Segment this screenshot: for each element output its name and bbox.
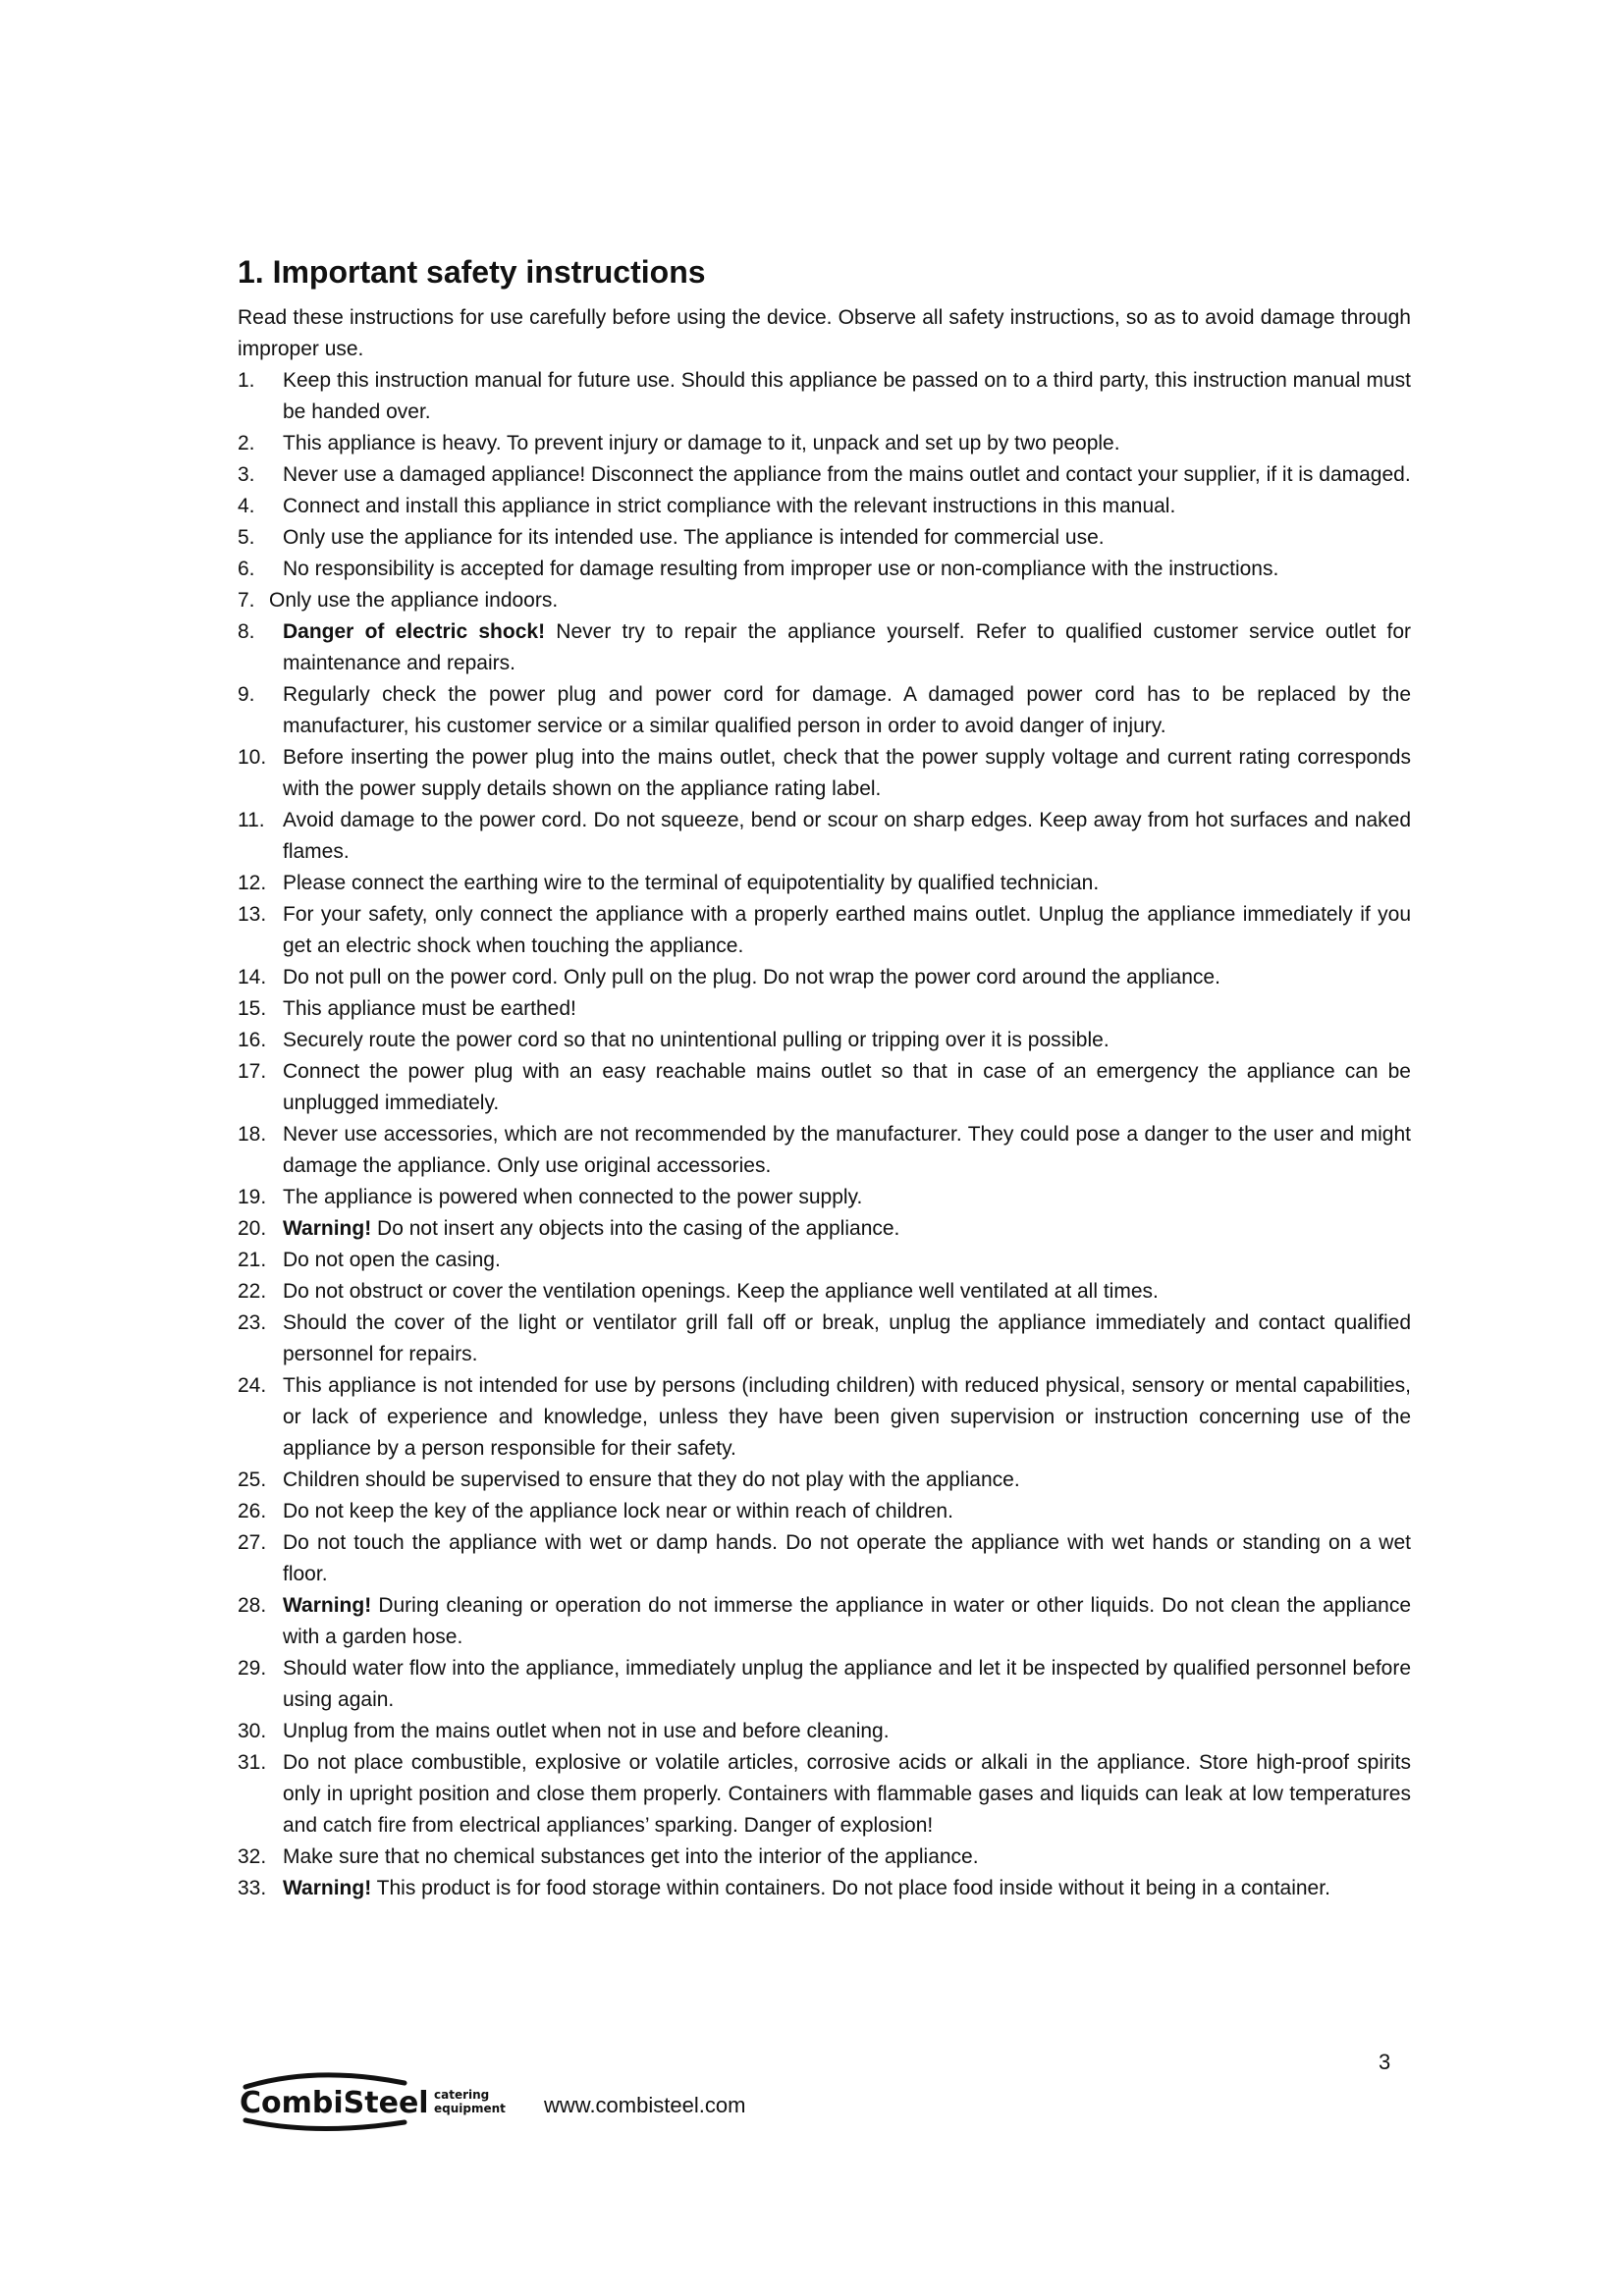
item-number: 16. [238,1029,267,1052]
item-number: 4. [238,495,255,518]
item-text: Regularly check the power plug and power cord for damage. A damaged power cord has to be replaced by the manufacturer, his customer service or a similar qualified person in order to avoid danger of injury. [283,683,1411,738]
item-text: Only use the appliance for its intended use. The appliance is intended for commercial use. [283,526,1105,550]
item-number: 22. [238,1280,267,1304]
item-text: Do not touch the appliance with wet or damp hands. Do not operate the appliance with wet hands or standing on a wet floor. [283,1531,1411,1586]
item-text: Unplug from the mains outlet when not in use and before cleaning. [283,1720,890,1743]
item-number: 5. [238,526,255,550]
instruction-item [238,1182,1411,1213]
item-text: For your safety, only connect the appliance with a properly earthed mains outlet. Unplug the appliance immediately if you get an electric shock when touching the appliance. [283,903,1411,958]
item-text: This appliance is not intended for use by persons (including children) with reduced physical, sensory or mental capabilities, or lack of experience and knowledge, unless they have been given supervision or instruction concerning use of the appliance by a person responsible for their safety. [283,1374,1411,1461]
item-text: Only use the appliance indoors. [269,589,559,613]
item-number: 8. [238,620,255,644]
instruction-item [238,1370,1411,1465]
item-number: 3. [238,463,255,487]
item-number: 29. [238,1657,267,1681]
item-text: Securely route the power cord so that no unintentional pulling or tripping over it is possible. [283,1029,1110,1052]
website-link[interactable]: www.combisteel.com [544,2093,746,2117]
instruction-item [238,1213,1411,1245]
instruction-item [238,1873,1411,1904]
item-number: 21. [238,1249,267,1272]
item-text: Connect the power plug with an easy reachable mains outlet so that in case of an emergency the appliance can be unplugged immediately. [283,1060,1411,1115]
item-text: Do not insert any objects into the casing of the appliance. [371,1217,900,1241]
item-number: 17. [238,1060,267,1084]
item-number: 10. [238,746,267,770]
instruction-item [238,805,1411,868]
item-number: 12. [238,872,267,895]
item-text: Do not keep the key of the appliance lock near or within reach of children. [283,1500,953,1523]
instruction-item [238,522,1411,554]
item-number: 1. [238,369,255,393]
item-text: Never use a damaged appliance! Disconnect the appliance from the mains outlet and contact your supplier, if it is damaged. [283,463,1411,487]
combisteel-logo [238,2065,513,2134]
item-number: 19. [238,1186,267,1209]
item-text: Do not open the casing. [283,1249,501,1272]
item-text: Should the cover of the light or ventilator grill fall off or break, unplug the appliance immediately and contact qualified personnel for repairs. [283,1311,1411,1366]
logo-tagline-1: catering [434,2088,490,2102]
page-footer [238,2065,1411,2134]
instruction-item [238,1716,1411,1747]
item-text: Before inserting the power plug into the mains outlet, check that the power supply voltage and current rating corresponds with the power supply details shown on the appliance rating label. [283,746,1411,801]
item-number: 25. [238,1468,267,1492]
instruction-item [238,428,1411,459]
instruction-item [238,1590,1411,1653]
item-warning-label: Danger of electric shock! [283,620,546,644]
item-text: Should water flow into the appliance, immediately unplug the appliance and let it be inspected by qualified personnel before using again. [283,1657,1411,1712]
instruction-item [238,679,1411,742]
logo-graphic [238,2065,513,2134]
instruction-item [238,1653,1411,1716]
instruction-item [238,868,1411,899]
section-title: 1. Important safety instructions [238,254,706,290]
item-number: 31. [238,1751,267,1775]
item-number: 20. [238,1217,267,1241]
instruction-item [238,1308,1411,1370]
item-number: 2. [238,432,255,455]
safety-section [238,253,1411,1904]
instruction-item [238,1276,1411,1308]
instruction-item [238,742,1411,805]
item-number: 15. [238,997,267,1021]
item-number: 32. [238,1845,267,1869]
instruction-item [238,1747,1411,1842]
item-text: This appliance must be earthed! [283,997,576,1021]
instruction-item [238,899,1411,962]
instruction-item [238,1119,1411,1182]
item-text: This appliance is heavy. To prevent injury or damage to it, unpack and set up by two people. [283,432,1120,455]
logo-tagline-2: equipment [434,2102,506,2115]
item-text: This product is for food storage within containers. Do not place food inside without it being in a container. [371,1877,1330,1900]
item-number: 18. [238,1123,267,1147]
page-number: 3 [1379,2050,1391,2074]
item-text: Do not place combustible, explosive or volatile articles, corrosive acids or alkali in the appliance. Store high-proof spirits only in upright position and close them properly. Containers with flammable gases and liquids can leak at low temperatures and catch fire from electrical appliances’ sparking. Danger of explosion! [283,1751,1411,1838]
item-number: 7. [238,589,255,613]
instruction-item [238,365,1411,428]
item-text: During cleaning or operation do not immerse the appliance in water or other liquids. Do not clean the appliance with a garden hose. [283,1594,1411,1649]
item-warning-label: Warning! [283,1594,372,1618]
item-number: 14. [238,966,267,989]
instruction-item [238,585,1411,616]
item-number: 30. [238,1720,267,1743]
item-number: 9. [238,683,255,707]
item-text: No responsibility is accepted for damage resulting from improper use or non-compliance with the instructions. [283,558,1279,581]
intro-paragraph: Read these instructions for use carefully before using the device. Observe all safety instructions, so as to avoid damage through improper use. [238,306,1411,361]
item-text: The appliance is powered when connected to the power supply. [283,1186,863,1209]
item-text: Keep this instruction manual for future use. Should this appliance be passed on to a third party, this instruction manual must be handed over. [283,369,1411,424]
item-warning-label: Warning! [283,1217,372,1241]
item-number: 11. [238,809,265,832]
instruction-item [238,1496,1411,1527]
item-number: 6. [238,558,255,581]
instruction-item [238,1056,1411,1119]
instruction-item [238,1245,1411,1276]
logo-brand-text: CombiSteel [240,2086,429,2120]
instruction-item [238,962,1411,993]
instruction-item [238,554,1411,585]
instruction-item [238,993,1411,1025]
item-number: 13. [238,903,267,927]
item-number: 24. [238,1374,267,1398]
item-warning-label: Warning! [283,1877,372,1900]
instruction-item [238,1842,1411,1873]
item-text: Never try to repair the appliance yourself. Refer to qualified customer service outlet for maintenance and repairs. [283,620,1411,675]
item-text: Children should be supervised to ensure that they do not play with the appliance. [283,1468,1020,1492]
item-number: 26. [238,1500,267,1523]
instruction-item [238,1527,1411,1590]
item-text: Make sure that no chemical substances get into the interior of the appliance. [283,1845,979,1869]
item-number: 23. [238,1311,267,1335]
item-number: 27. [238,1531,267,1555]
instruction-item [238,491,1411,522]
item-text: Avoid damage to the power cord. Do not squeeze, bend or scour on sharp edges. Keep away from hot surfaces and naked flames. [283,809,1411,864]
item-text: Do not pull on the power cord. Only pull on the plug. Do not wrap the power cord around the appliance. [283,966,1220,989]
instruction-item [238,1465,1411,1496]
item-text: Do not obstruct or cover the ventilation openings. Keep the appliance well ventilated at all times. [283,1280,1159,1304]
item-text: Please connect the earthing wire to the terminal of equipotentiality by qualified technician. [283,872,1100,895]
instruction-list [238,365,1411,1904]
instruction-item [238,616,1411,679]
item-text: Never use accessories, which are not recommended by the manufacturer. They could pose a danger to the user and might damage the appliance. Only use original accessories. [283,1123,1411,1178]
item-number: 28. [238,1594,267,1618]
instruction-item [238,459,1411,491]
item-text: Connect and install this appliance in strict compliance with the relevant instructions in this manual. [283,495,1176,518]
item-number: 33. [238,1877,267,1900]
instruction-item [238,1025,1411,1056]
